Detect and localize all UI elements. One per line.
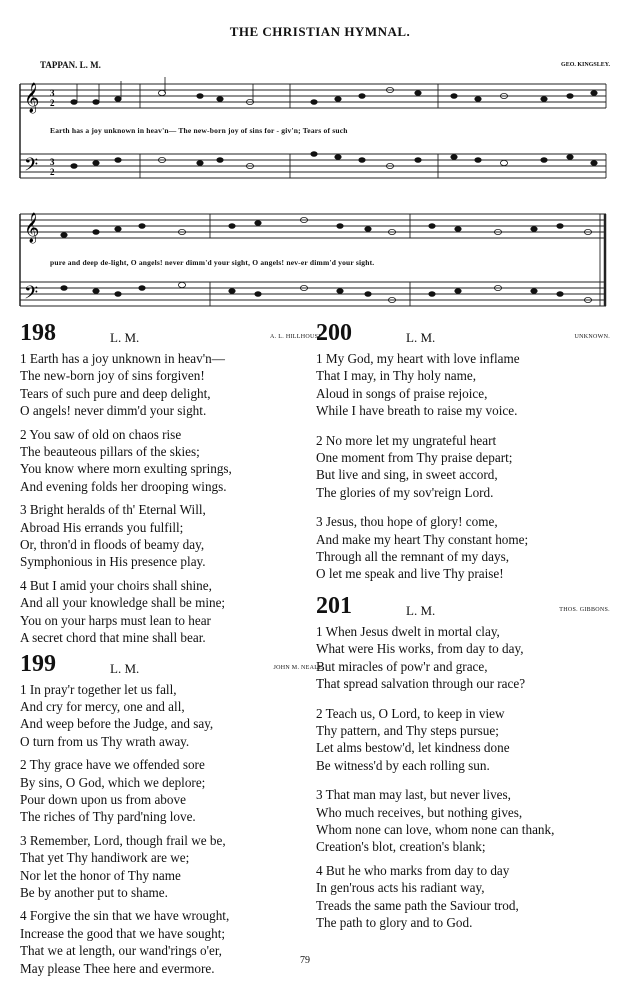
stanza [316, 513, 616, 583]
svg-text:𝄢: 𝄢 [24, 283, 39, 308]
verse-line: One moment from Thy praise depart; [316, 450, 513, 466]
verse-line: Increase the good that we have sought; [20, 925, 226, 941]
stanza [20, 501, 330, 571]
verse-line: Thy pattern, and Thy steps pursue; [316, 722, 499, 738]
stanza [20, 681, 330, 751]
hymn-number: 199 [20, 650, 56, 677]
verse-line: 4 But I amid your choirs shall shine, [20, 577, 212, 593]
hymn-meter: L. M. [406, 602, 436, 618]
verse-line: Nor let the honor of Thy name [20, 867, 181, 883]
verse-line: You on your harps must lean to hear [20, 612, 211, 628]
svg-text:3: 3 [50, 157, 55, 167]
hymn-meter: L. M. [406, 330, 436, 345]
music-underlay-1: Earth has a joy unknown in heav'n— The new-born joy of sins for - giv'n; Tears of such [50, 126, 348, 135]
verse-line: And weep before the Judge, and say, [20, 716, 214, 732]
svg-text:2: 2 [50, 98, 55, 108]
verse-line: The beauteous pillars of the skies; [20, 444, 200, 460]
music-underlay-2: pure and deep de-light, O angels! never dimm'd your sight, O angels! nev-er dimm'd your sight. [50, 258, 375, 267]
stanza [20, 577, 330, 647]
svg-text:𝄞: 𝄞 [24, 83, 40, 113]
verse-line: But live and sing, in sweet accord, [316, 467, 498, 483]
verse-line: Or, thron'd in floods of beamy day, [20, 537, 205, 553]
verse-line: 3 Remember, Lord, though frail we be, [20, 832, 226, 848]
svg-text:𝄢: 𝄢 [24, 155, 39, 180]
verse-line: Abroad His errands you fulfill; [20, 519, 184, 535]
verse-line: And evening folds her drooping wings. [20, 478, 227, 494]
hymn-199 [20, 650, 330, 978]
verse-line: That we at length, our wand'rings o'er, [20, 943, 222, 959]
hymn-meter: L. M. [110, 660, 140, 676]
verse-line: 1 When Jesus dwelt in mortal clay, [316, 623, 500, 639]
verse-line: The path to glory and to God. [316, 914, 473, 930]
verse-line: That I may, in Thy holy name, [316, 368, 477, 384]
verse-line: O turn from us Thy wrath away. [20, 733, 190, 749]
hymn-number: 200 [316, 320, 352, 346]
hymn-author: A. L. HILLHOUSE. [270, 334, 324, 340]
verse-line: 1 In pray'r together let us fall, [20, 681, 177, 697]
stanza [20, 350, 330, 420]
verse-line: O let me speak and live Thy praise! [316, 566, 504, 582]
verse-line: Aloud in songs of praise rejoice, [316, 385, 488, 401]
verse-line: The new-born joy of sins forgiven! [20, 368, 205, 384]
hymn-number: 201 [316, 592, 352, 619]
verse-line: 2 No more let my ungrateful heart [316, 432, 497, 448]
hymn-201 [316, 592, 616, 932]
verse-line: 4 Forgive the sin that we have wrought, [20, 908, 230, 924]
verse-line: Tears of such pure and deep delight, [20, 385, 211, 401]
stanza [316, 350, 616, 420]
verse-line: 3 Jesus, thou hope of glory! come, [316, 514, 498, 530]
svg-text:𝄞: 𝄞 [24, 213, 40, 243]
verse-line: Through all the remnant of my days, [316, 549, 510, 565]
verse-line: Be by another put to shame. [20, 884, 168, 900]
svg-text:2: 2 [50, 167, 55, 177]
verse-line: What were His works, from day to day, [316, 641, 524, 657]
stanza [316, 862, 616, 932]
verse-line: That yet Thy handiwork are we; [20, 850, 190, 866]
verse-line: And make my heart Thy constant home; [316, 531, 529, 547]
tune-name: TAPPAN. L. M. [40, 60, 101, 70]
verse-line: 1 My God, my heart with love inflame [316, 351, 520, 366]
verse-line: 3 That man may last, but never lives, [316, 787, 511, 803]
verse-line: 1 Earth has a joy unknown in heav'n— [20, 351, 225, 366]
stanza [316, 786, 616, 856]
hymn-meter: L. M. [110, 330, 140, 345]
hymn-198 [20, 322, 330, 647]
verse-line: That spread salvation through our race? [316, 676, 526, 692]
page-number: 79 [300, 955, 310, 966]
verse-line: Whom none can love, whom none can thank, [316, 821, 555, 837]
music-system-1 [14, 76, 612, 194]
verse-line: 2 You saw of old on chaos rise [20, 426, 182, 442]
verse-line: By sins, O God, which we deplore; [20, 774, 206, 790]
verse-line: Pour down upon us from above [20, 791, 186, 807]
stanza [20, 907, 330, 977]
stanza [20, 426, 330, 496]
verse-line: Who much receives, but nothing gives, [316, 804, 523, 820]
verse-line: The riches of Thy pard'ning love. [20, 809, 196, 825]
verse-line: Be witness'd by each rolling sun. [316, 757, 490, 773]
svg-text:3: 3 [50, 88, 55, 98]
stanza [20, 756, 330, 826]
verse-line: And all your knowledge shall be mine; [20, 595, 226, 611]
hymn-200 [316, 322, 616, 595]
hymn-author: THOS. GIBBONS. [559, 606, 610, 613]
hymn-author: JOHN M. NEALE. [273, 664, 324, 671]
verse-line: Creation's blot, creation's blank; [316, 839, 486, 855]
stanza [316, 623, 616, 693]
verse-line: A secret chord that mine shall bear. [20, 630, 206, 646]
verse-line: O angels! never dimm'd your sight. [20, 403, 207, 419]
stanza [20, 832, 330, 902]
verse-line: But miracles of pow'r and grace, [316, 658, 488, 674]
verse-line: The glories of my sov'reign Lord. [316, 484, 494, 500]
verse-line: While I have breath to raise my voice. [316, 403, 518, 419]
stanza [316, 432, 616, 502]
verse-line: May please Thee here and evermore. [20, 960, 215, 976]
verse-line: 2 Thy grace have we offended sore [20, 757, 205, 773]
left-column [20, 322, 330, 983]
verse-line: 4 But he who marks from day to day [316, 862, 510, 878]
verse-line: Let alms bestow'd, let kindness done [316, 740, 510, 756]
verse-line: You know where morn exulting springs, [20, 461, 232, 477]
verse-line: Symphonious in His presence play. [20, 554, 206, 570]
tune-composer: GEO. KINGSLEY. [561, 62, 610, 68]
verse-line: In gen'rous acts his radiant way, [316, 880, 485, 896]
hymn-number: 198 [20, 320, 56, 346]
stanza [316, 705, 616, 775]
verse-line: 2 Teach us, O Lord, to keep in view [316, 705, 505, 721]
running-header: THE CHRISTIAN HYMNAL. [229, 24, 411, 39]
verse-line: And cry for mercy, one and all, [20, 698, 185, 714]
verse-line: Treads the same path the Saviour trod, [316, 897, 519, 913]
right-column [316, 322, 616, 937]
hymn-author: UNKNOWN. [574, 334, 610, 340]
verse-line: 3 Bright heralds of th' Eternal Will, [20, 502, 206, 518]
